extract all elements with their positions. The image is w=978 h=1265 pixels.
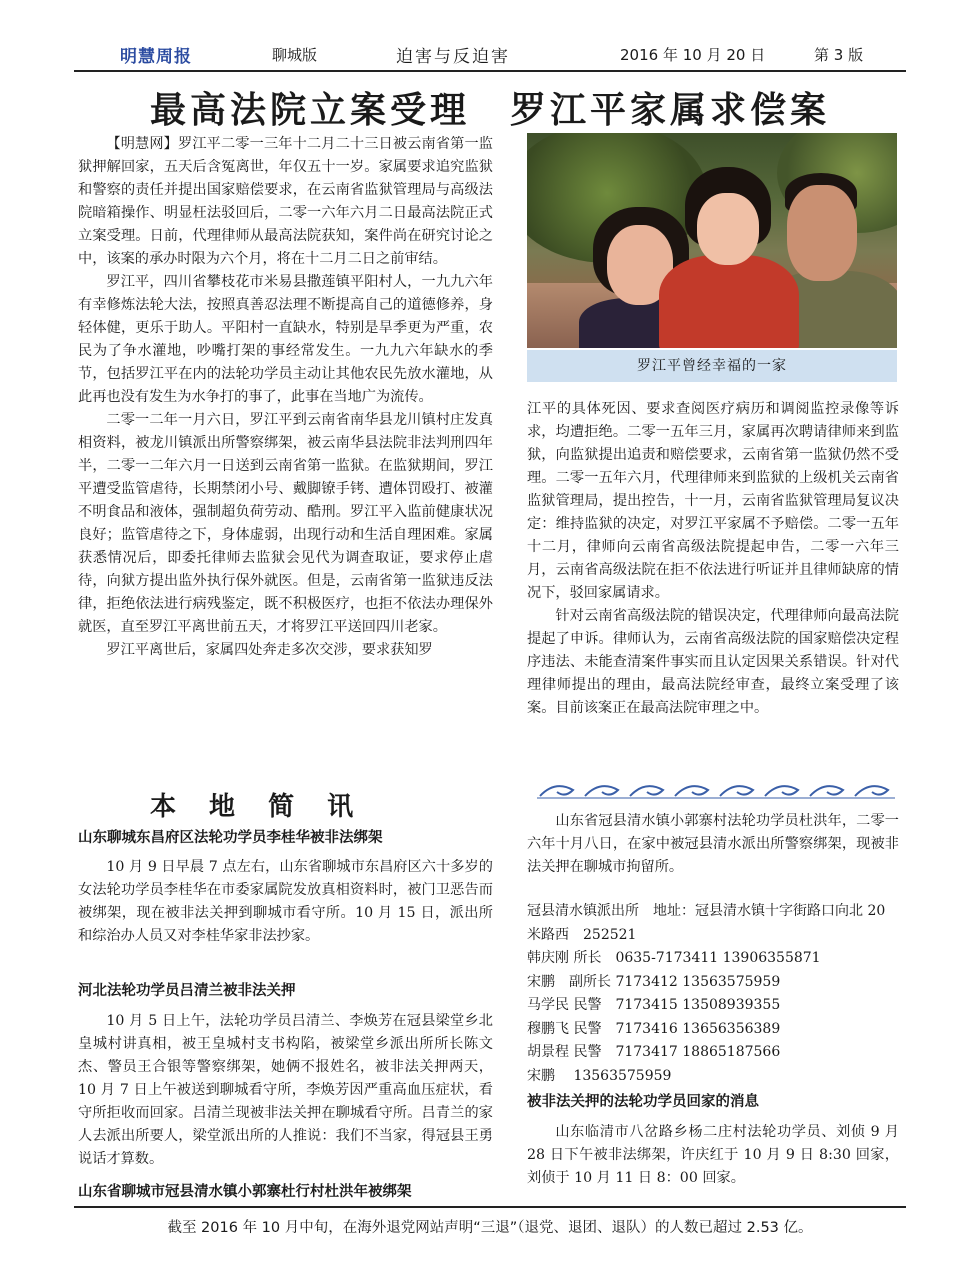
contact-address: 冠县清水镇派出所 地址：冠县清水镇十字街路口向北 20 米路西 252521	[527, 903, 886, 943]
contact-row: 韩庆刚 所长 0635-7173411 13906355871	[527, 950, 821, 966]
section-label: 迫害与反迫害	[396, 47, 510, 67]
news-item-body: 山东省冠县清水镇小郭寨村法轮功学员杜洪年，二零一六年十月八日，在家中被冠县清水派出所警察绑架，现被非法关押在聊城市拘留所。	[527, 813, 899, 875]
main-article-column-1	[78, 133, 493, 662]
article-paragraph: 二零一二年一月六日，罗江平到云南省南华县龙川镇村庄发真相资料，被龙川镇派出所警察绑架，被云南华县法院非法判刑四年半，二零一二年六月一日送到云南省第一监狱。在监狱期间，罗江平遭受监管虐待，长期禁闭小号、戴脚镣手铐、遭体罚殴打、被灌不明食品和液体，强制超负荷劳动、酷刑。罗江平入监前健康状况良好；监管虐待之下，身体虚弱，出现行动和生活自理困难。家属获悉情况后，即委托律师去监狱会见代为调查取证，要求停止虐待，向狱方提出监外执行保外就医。但是，云南省第一监狱违反法律，拒绝依法进行病残鉴定，既不积极医疗，也拒不依法办理保外就医，直至罗江平离世前五天，才将罗江平送回四川老家。	[78, 412, 493, 635]
news-item-title: 山东聊城东昌府区法轮功学员李桂华被非法绑架	[78, 830, 383, 846]
page-number: 第 3 版	[814, 46, 864, 64]
family-photo	[527, 133, 897, 348]
article-paragraph: 江平的具体死因、要求查阅医疗病历和调阅监控录像等诉求，均遭拒绝。二零一五年三月，家属再次聘请律师来到监狱，向监狱提出追责和赔偿要求，云南省第一监狱仍然不受理。二零一五年六月，代理律师来到监狱的上级机关云南省监狱管理局，提出控告，十一月，云南省监狱管理局复议决定：维持监狱的决定，对罗江平家属不予赔偿。二零一五年十二月，律师向云南省高级法院提起申告，二零一六年三月，云南省高级法院在拒不依法进行听证并且律师缺席的情况下，驳回家属请求。	[527, 401, 899, 601]
police-contact-list	[527, 900, 899, 1088]
wave-divider-icon	[535, 776, 897, 802]
main-article-column-2	[527, 398, 899, 720]
contact-row: 宋鹏 副所长 7173412 13563575959	[527, 973, 781, 990]
news-item-body: 10 月 9 日早晨 7 点左右，山东省聊城市东昌府区六十多岁的女法轮功学员李桂华在市委家属院发放真相资料时，被门卫恶告而被绑架，现在被非法关押到聊城市看守所。10 月 15 日，派出所和综治办人员又对李桂华家非法抄家。	[78, 859, 493, 944]
contact-row: 穆鹏飞 民警 7173416 13656356389	[527, 1020, 781, 1037]
news-item-body: 10 月 5 日上午，法轮功学员吕清兰、李焕芳在冠县梁堂乡北皇城村讲真相，被王皇城村支书构陷，被梁堂乡派出所所长陈文杰、警员王合银等警察绑架，她俩不报姓名，被非法关押两天，10 月 7 日上午被送到聊城看守所，李焕芳因严重高血压症状，看守所拒收而回家。吕清兰现被非法关押在聊城看守所。吕青兰的家人去派出所要人，梁堂派出所的人推说：我们不当家，得冠县王勇说话才算数。	[78, 1013, 493, 1167]
news-item-title: 河北法轮功学员吕清兰被非法关押	[78, 983, 296, 999]
photo-caption: 罗江平曾经幸福的一家	[527, 350, 897, 382]
headline: 最高法院立案受理 罗江平家属求偿案	[149, 89, 830, 131]
issue-date: 2016 年 10 月 20 日	[620, 46, 766, 64]
article-paragraph: 罗江平离世后，家属四处奔走多次交涉，要求获知罗	[106, 642, 433, 658]
contact-row: 宋鹏 13563575959	[527, 1067, 672, 1084]
news-item-title: 被非法关押的法轮功学员回家的消息	[527, 1094, 759, 1110]
contact-row: 胡景程 民警 7173417 18865187566	[527, 1044, 781, 1060]
page-footer: 截至 2016 年 10 月中旬，在海外退党网站声明“三退”（退党、退团、退队）的人数已超过 2.53 亿。	[74, 1206, 906, 1237]
edition-label: 聊城版	[272, 46, 318, 64]
local-news-section-title: 本 地 简 讯	[150, 792, 366, 822]
contact-row: 马学民 民警 7173415 13508939355	[527, 997, 781, 1013]
article-paragraph: 针对云南省高级法院的错误决定，代理律师向最高法院提起了申诉。律师认为，云南省高级法院的国家赔偿决定程序违法、未能查清案件事实而且认定因果关系错误。针对代理律师提出的理由，最高法院经审查，最终立案受理了该案。目前该案正在最高法院审理之中。	[527, 608, 899, 716]
news-item-body: 山东临清市八岔路乡杨二庄村法轮功学员、刘侦 9 月 28 日下午被非法绑架，许庆红于 10 月 9 日 8:30 回家，刘侦于 10 月 11 日 8：00 回家。	[527, 1124, 899, 1186]
masthead-logo: 明慧周报	[120, 47, 192, 67]
page-header	[74, 38, 906, 72]
news-item-title: 山东省聊城市冠县清水镇小郭寨杜行村杜洪年被绑架	[78, 1184, 412, 1200]
article-paragraph: 【明慧网】罗江平二零一三年十二月二十三日被云南省第一监狱押解回家，五天后含冤离世，年仅五十一岁。家属要求追究监狱和警察的责任并提出国家赔偿要求，在云南省监狱管理局与高级法院暗箱操作、明显枉法驳回后，二零一六年六月二日最高法院正式立案受理。日前，代理律师从最高法院获知，案件尚在研究讨论之中，该案的承办时限为六个月，将在十二月二日之前审结。	[78, 136, 493, 267]
article-paragraph: 罗江平，四川省攀枝花市米易县撒莲镇平阳村人，一九九六年有幸修炼法轮大法，按照真善忍法理不断提高自己的道德修养，身轻体健，更乐于助人。平阳村一直缺水，特别是旱季更为严重，农民为了争水灌地，吵嘴打架的事经常发生。一九九六年缺水的季节，包括罗江平在内的法轮功学员主动让其他农民先放水灌地，从此再也没有发生为水争打的事了，此事在当地广为流传。	[78, 274, 493, 405]
